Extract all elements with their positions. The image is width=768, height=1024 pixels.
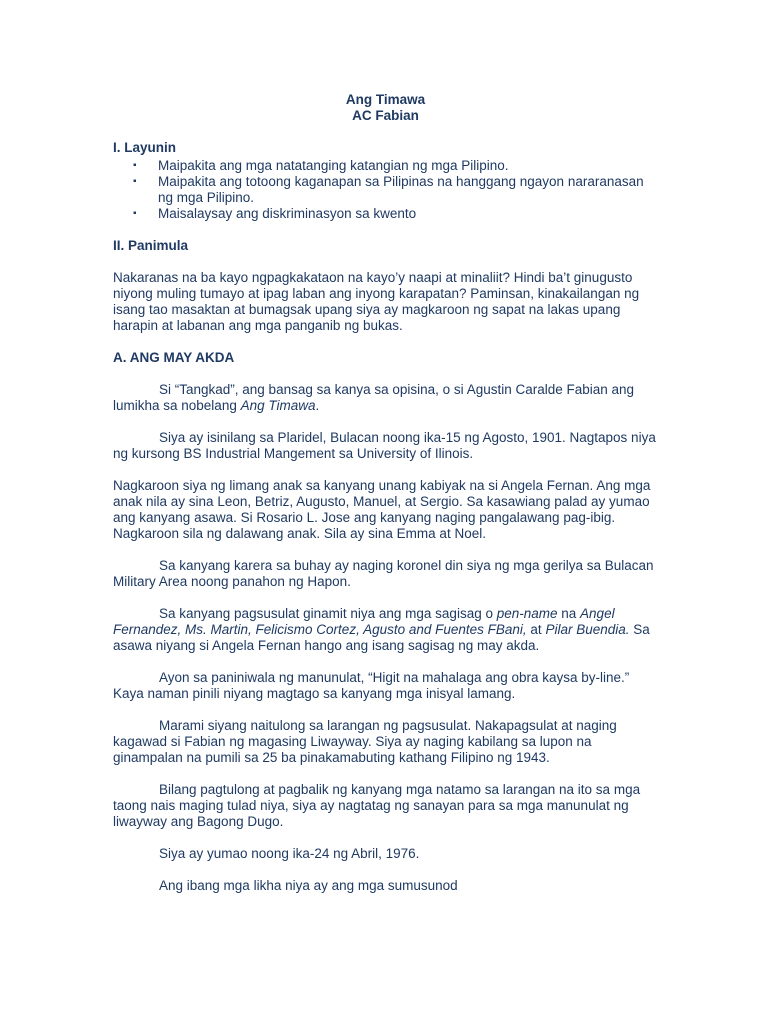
paragraph-text: at [526,622,546,637]
list-item [113,174,658,206]
paragraph-text: Sa kanyang pagsusulat ginamit niya ang mga sagisag o [159,606,497,621]
akda-paragraph-1 [113,382,658,414]
document-author: AC Fabian [352,108,419,123]
list-item-text: Maipakita ang totoong kaganapan sa Pilipinas na hanggang ngayon nararanasan ng mga Pilipino. [158,174,644,205]
novel-title: Ang Timawa [240,398,316,413]
akda-paragraph-4: Sa kanyang karera sa buhay ay naging koronel din siya ng mga gerilya sa Bulacan Military Area noong panahon ng Hapon. [113,558,654,589]
list-item [113,158,658,174]
section-heading-layunin: I. Layunin [113,140,177,155]
akda-paragraph-8: Bilang pagtulong at pagbalik ng kanyang mga natamo sa larangan na ito sa mga taong nais maging tulad niya, siya ay nagtatag ng sanayan para sa mga manunulat ng liwayway ang Bagong Dugo. [113,782,641,829]
document-body [113,92,658,894]
paragraph-text: . [315,398,320,413]
pen-names-list: Angel Fernandez, Ms. Martin, Felicismo Cortez, Agusto and Fuentes FBani, [113,606,615,637]
akda-paragraph-10: Ang ibang mga likha niya ay ang mga sumusunod [159,878,458,893]
list-item-text: Maipakita ang mga natatanging katangian ng mga Pilipino. [158,158,509,173]
list-item-text: Maisalaysay ang diskriminasyon sa kwento [158,206,417,221]
pen-name-last: Pilar Buendia. [545,622,630,637]
section-heading-panimula: II. Panimula [113,238,189,253]
paragraph-text: Sa asawa niyang si Angela Fernan hango ang isang sagisag ng may akda. [113,622,650,653]
akda-paragraph-6: Ayon sa paniniwala ng manunulat, “Higit na mahalaga ang obra kaysa by-line.” Kaya naman pinili niyang magtago sa kanyang mga inisyal lamang. [113,670,630,701]
list-item [113,206,658,222]
paragraph-text: na [557,606,581,621]
section-heading-akda: A. ANG MAY AKDA [113,350,235,365]
akda-paragraph-7: Marami siyang naitulong sa larangan ng pagsusulat. Nakapagsulat at naging kagawad si Fabian ng magasing Liwayway. Siya ay naging kabilang sa lupon na ginampalan na pumili sa 25 ba pinakamabuting kathang Filipino ng 1943. [113,718,617,765]
objectives-list [113,158,658,222]
paragraph-text: Si “Tangkad”, ang bansag sa kanya sa opisina, o si Agustin Caralde Fabian ang lumikha sa nobelang [113,382,635,413]
square-bullet-icon: ▪ [133,176,137,187]
square-bullet-icon: ▪ [133,208,137,219]
square-bullet-icon: ▪ [133,160,137,171]
akda-paragraph-9: Siya ay yumao noong ika-24 ng Abril, 1976. [159,846,420,861]
panimula-paragraph: Nakaranas na ba kayo ngpagkakataon na kayo’y naapi at minaliit? Hindi ba’t ginugusto niyong muling tumayo at ipag laban ang inyong karapatan? Paminsan, kinakailangan ng isang tao masaktan at bumagsak upang siya ay magkaroon ng sapat na lakas upang harapin at labanan ang mga panganib ng bukas. [113,270,640,333]
document-title: Ang Timawa [345,92,426,107]
pen-name-term: pen-name [496,606,558,621]
akda-paragraph-5 [113,606,658,654]
akda-paragraph-3: Nagkaroon siya ng limang anak sa kanyang unang kabiyak na si Angela Fernan. Ang mga anak nila ay sina Leon, Betriz, Augusto, Manuel, at Sergio. Sa kasawiang palad ay yumao ang kanyang asawa. Si Rosario L. Jose ang kanyang naging pangalawang pag-ibig. Nagkaroon sila ng dalawang anak. Sila ay sina Emma at Noel. [113,478,651,541]
akda-paragraph-2: Siya ay isinilang sa Plaridel, Bulacan noong ika-15 ng Agosto, 1901. Nagtapos niya ng kursong BS Industrial Mangement sa University of Ilinois. [113,430,656,461]
